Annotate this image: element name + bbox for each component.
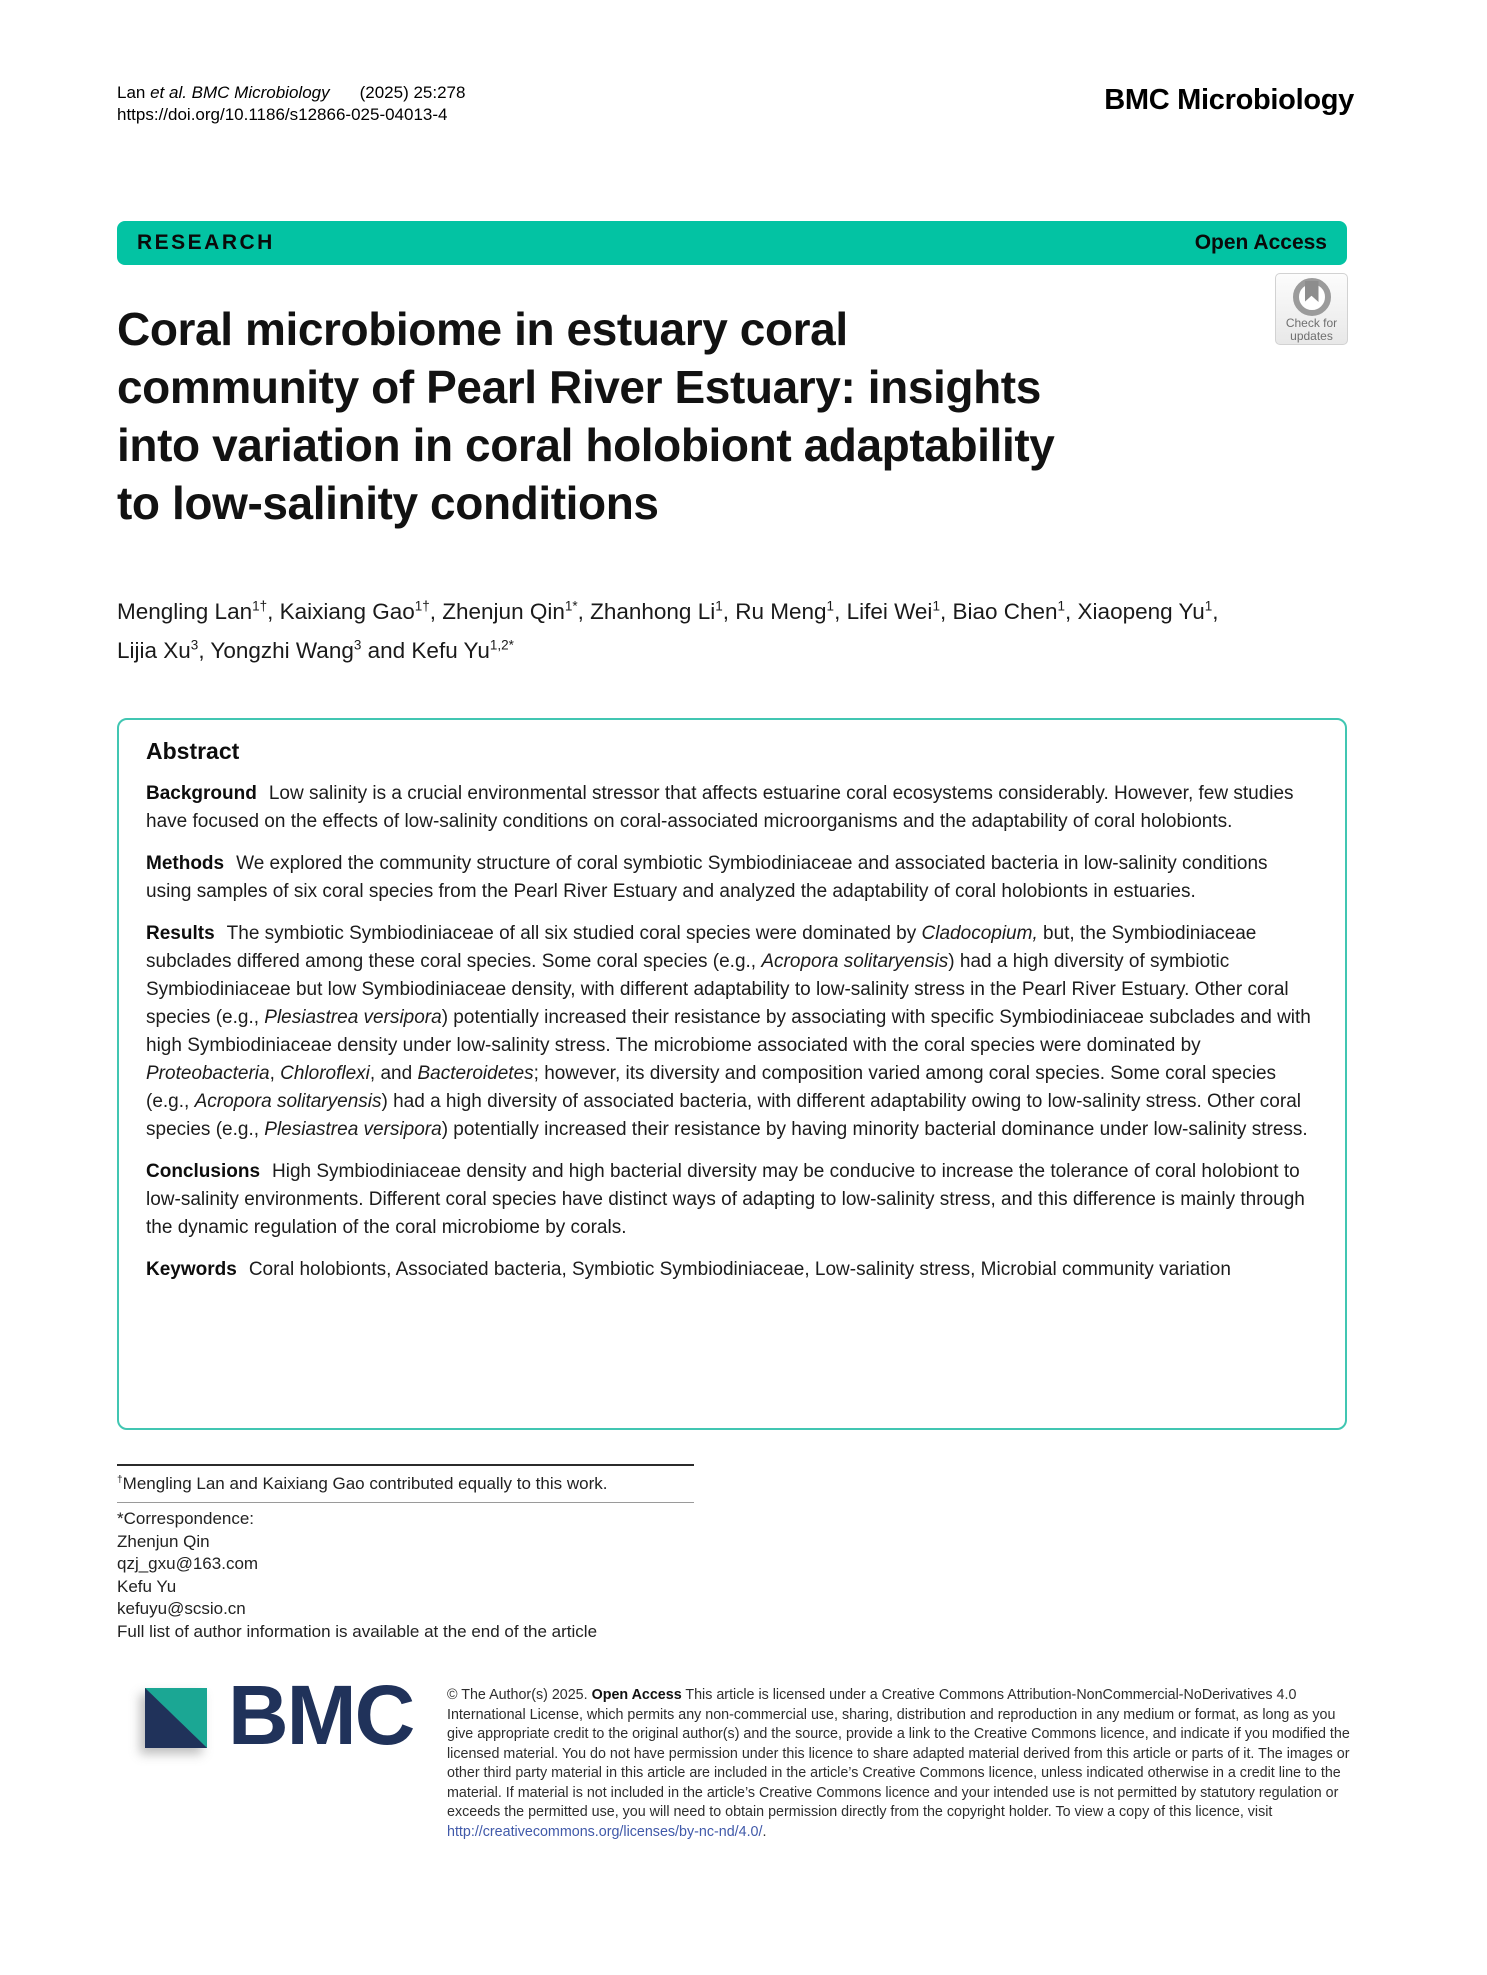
footnote-rule-top xyxy=(117,1464,694,1466)
abstract-results: Results The symbiotic Symbiodiniaceae of all six studied coral species were dominated by Cladocopium, but, the Symbiodiniaceae subclades differed among these coral species. Some coral species (e.g., Acropora solitaryensis) had a high diversity of symbiotic Symbiodiniaceae but low Symbiodiniaceae density, with different adaptability to low-salinity stress in the Pearl River Estuary. Other coral species (e.g., Plesiastrea versipora) potentially increased their resistance by associating with specific Symbiodiniaceae subclades and with high Symbiodiniaceae density under low-salinity stress. The microbiome associated with the coral species were dominated by Proteobacteria, Chloroflexi, and Bacteroidetes; however, its diversity and composition varied among coral species. Some coral species (e.g., Acropora solitaryensis) had a high diversity of associated bacteria, with different adaptability owing to low-salinity stress. Other coral species (e.g., Plesiastrea versipora) potentially increased their resistance by having minority bacterial dominance under low-salinity stress. xyxy=(146,923,1311,1140)
check-for-updates-button[interactable] xyxy=(1275,273,1348,345)
article-title xyxy=(117,300,1257,532)
bmc-wordmark: BMC xyxy=(228,1668,414,1762)
citation-line: Lan et al. BMC Microbiology (2025) 25:278 xyxy=(117,83,466,102)
correspondence-label: *Correspondence: xyxy=(117,1509,255,1528)
author-list: Mengling Lan$^{1\dagger}$, Kaixiang Gao$^{1\dagger}$, Zhenjun Qin$^{1*}$, Zhanhong Li$^1$, Ru Meng$^1$, Lifei Wei$^1$, Biao Chen$^1$, Xiaopeng Yu$^1$, Lijia Xu$^3$, Yongzhi Wang$^3$ and Kefu $Yu^{1,2*}$ xyxy=(117,598,1219,663)
bookmark-icon xyxy=(1305,281,1319,302)
abstract-box xyxy=(117,718,1347,1430)
doi-text: https://doi.org/10.1186/s12866-025-04013-4 xyxy=(117,105,448,124)
check-updates-label: Check for updates xyxy=(1285,316,1338,343)
open-access-label: Open Access xyxy=(1194,231,1327,254)
crossmark-icon xyxy=(1293,278,1331,316)
bmc-logo-icon xyxy=(145,1688,207,1748)
research-label: RESEARCH xyxy=(137,231,275,254)
title-line: community of Pearl River Estuary: insights xyxy=(117,361,1041,413)
abstract-background: Background Low salinity is a crucial environmental stressor that affects estuarine coral ecosystems considerably. However, few studies have focused on the effects of low-salinity conditions on coral-associated microorganisms and the adaptability of coral holobionts. xyxy=(146,783,1294,832)
open-access-bold: Open Access xyxy=(591,1687,682,1703)
footnote-rule-bottom xyxy=(117,1502,694,1503)
title-line: into variation in coral holobiont adaptability xyxy=(117,419,1055,471)
abstract-heading: Abstract xyxy=(146,738,240,764)
correspondence-block xyxy=(117,1508,717,1643)
abstract-conclusions: Conclusions High Symbiodiniaceae density and high bacterial diversity may be conducive to increase the tolerance of coral holobiont to low-salinity environments. Different coral species have distinct ways of adapting to low-salinity stress, and this difference is mainly through the dynamic regulation of the coral microbiome by corals. xyxy=(146,1161,1305,1238)
title-line: Coral microbiome in estuary coral xyxy=(117,303,848,355)
abstract-methods: Methods We explored the community structure of coral symbiotic Symbiodiniaceae and associated bacteria in low-salinity conditions using samples of six coral species from the Pearl River Estuary and analyzed the adaptability of coral holobionts in estuaries. xyxy=(146,853,1268,902)
article-type-banner xyxy=(117,221,1347,265)
correspondent-email: qzj_gxu@163.com xyxy=(117,1554,259,1573)
title-line: to low-salinity conditions xyxy=(117,477,659,529)
license-statement: © The Author(s) 2025. Open Access This article is licensed under a Creative Commons Attribution-NonCommercial-NoDerivatives 4.0 International License, which permits any non-commercial use, sharing, distribution and reproduction in any medium or format, as long as you give appropriate credit to the original author(s) and the source, provide a link to the Creative Commons licence, and indicate if you modified the licensed material. You do not have permission under this licence to share adapted material derived from this article or parts of it. The images or other third party material in this article are included in the article’s Creative Commons licence, unless indicated otherwise in a credit line to the material. If material is not included in the article’s Creative Commons licence and your intended use is not permitted by statutory regulation or exceeds the permitted use, you will need to obtain permission directly from the copyright holder. To view a copy of this licence, visit http://creativecommons.org/licenses/by-nc-nd/4.0/. xyxy=(447,1687,1350,1840)
journal-name: BMC Microbiology xyxy=(1104,84,1354,116)
full-author-list-note: Full list of author information is available at the end of the article xyxy=(117,1621,598,1641)
correspondent-name: Kefu Yu xyxy=(117,1576,177,1596)
creative-commons-link[interactable]: http://creativecommons.org/licenses/by-nc-nd/4.0/ xyxy=(447,1823,763,1840)
citation-block xyxy=(117,82,465,126)
abstract-keywords: Keywords Coral holobionts, Associated bacteria, Symbiotic Symbiodiniaceae, Low-salinity stress, Microbial community variation xyxy=(146,1259,1231,1280)
equal-contribution-note: †Mengling Lan and Kaixiang Gao contributed equally to this work. xyxy=(117,1474,608,1493)
correspondent-email: kefuyu@scsio.cn xyxy=(117,1599,246,1618)
correspondent-name: Zhenjun Qin xyxy=(117,1531,210,1551)
